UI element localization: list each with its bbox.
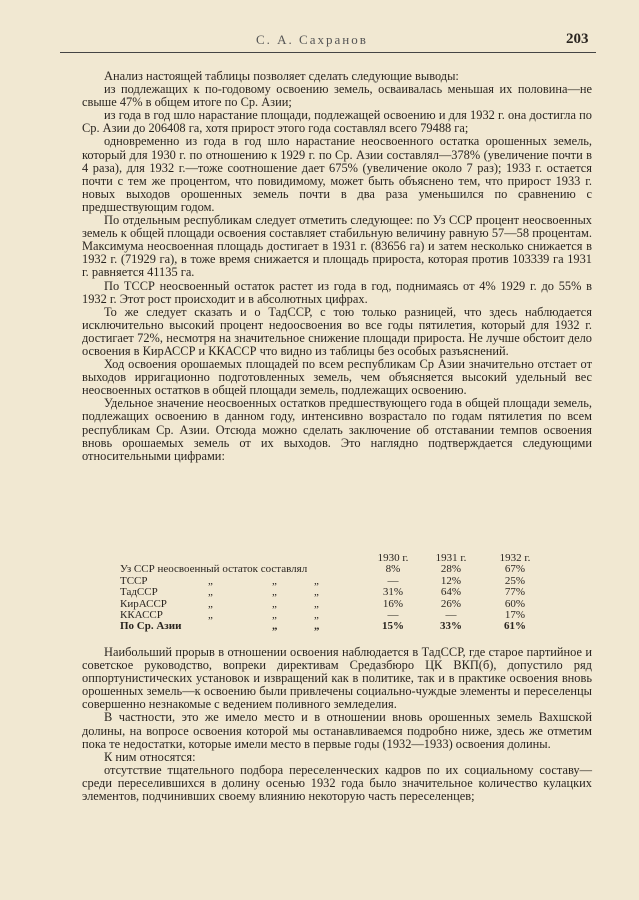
ditto-mark: „	[272, 586, 277, 599]
ditto-mark: „	[208, 597, 213, 610]
year-header: 1932 г.	[499, 552, 531, 564]
cell: 77%	[504, 586, 526, 599]
ditto-mark: „	[314, 620, 320, 633]
cell: 60%	[504, 597, 526, 610]
table-total-row	[82, 621, 592, 632]
ditto-mark: „	[314, 574, 319, 587]
cell: 64%	[440, 586, 462, 599]
cell: 31%	[382, 586, 404, 599]
page-header	[0, 32, 639, 50]
paragraph: Удельное значение неосвоенных остатков предшествующего года в общей площади земель, подлежащих освоению в данном году, интенсивно возрастало по годам пятилетия по всем республикам Ср. Азии. Отсюда можно сделать заключение об отставании темпов освоения вновь орошаемых земель от их выходов. Это наглядно подтверждается следующими относительными цифрами:	[82, 396, 592, 463]
ditto-mark: „	[314, 586, 319, 599]
row-label: ТадССР	[120, 586, 158, 599]
cell: 12%	[440, 574, 462, 587]
paragraph: Ход освоения орошаемых площадей по всем республикам Ср Азии значительно отстает от выходов ирригационно подготовленных земель, чем объясняется высокий удельный вес неосвоенных остатков в общей площади земель, подлежащих освоению.	[82, 357, 592, 398]
paragraph: По ТССР неосвоенный остаток растет из года в год, поднимаясь от 4% 1929 г. до 55% в 1932 г. Этот рост происходит и в абсолютных цифрах.	[82, 278, 592, 306]
ditto-mark: „	[272, 597, 277, 610]
body-text-continued	[82, 646, 592, 803]
ditto-mark: „	[314, 608, 319, 621]
header-rule	[60, 52, 596, 53]
cell: 61%	[504, 620, 526, 633]
percent-table	[82, 553, 592, 633]
year-header: 1931 г.	[435, 552, 467, 564]
cell: 17%	[504, 608, 526, 621]
body-text	[82, 70, 592, 463]
year-header: 1930 г.	[377, 552, 409, 564]
row-label: КирАССР	[120, 597, 167, 610]
paragraph: Анализ настоящей таблицы позволяет сделать следующие выводы:	[104, 69, 459, 83]
cell: —	[387, 608, 399, 621]
ditto-mark: „	[208, 586, 213, 599]
cell: 8%	[385, 563, 401, 576]
ditto-mark: „	[314, 597, 319, 610]
cell: 16%	[382, 597, 404, 610]
table-row	[82, 587, 592, 598]
cell: 26%	[440, 597, 462, 610]
paragraph: К ним относятся:	[104, 749, 196, 764]
cell: 67%	[504, 563, 526, 576]
running-head: С. А. Сахранов	[256, 32, 368, 47]
paragraph: Наибольший прорыв в отношении освоения наблюдается в ТадССР, где старое партийное и советское руководство, вопреки директивам Средазбюро ЦК ВКП(б), допустило ряд оппортунистических установок и извращений как в политике, так и в практике освоения вновь орошенных земель—к освоению были привлечены социально-чуждые элементы и переселенцы совершенно незнакомые с ведением поливного земледелия.	[82, 645, 592, 712]
row-label: ТССР	[120, 574, 148, 587]
row-label: ККАССР	[120, 608, 163, 621]
paragraph: одновременно из года в год шло нарастание неосвоенного остатка орошенных земель, который для 1930 г. по отношению к 1929 г. по Ср. Азии составлял—378% (увеличение почти в 4 раза), для 1932 г.—тоже соотношение дает 675% (увеличение около 7 раз); 1933 г. остается почти с тем же процентом, что повидимому, может быть объяснено тем, что прирост 1933 г. новых выходов орошенных земель почти в два раза уменьшился по сравнению с предшествующим годом.	[82, 134, 592, 214]
ditto-mark: „	[272, 608, 277, 621]
ditto-mark: „	[272, 620, 278, 633]
row-label: По Ср. Азии	[120, 620, 182, 633]
cell: —	[445, 608, 457, 621]
cell: 28%	[440, 563, 462, 576]
ditto-mark: „	[208, 608, 213, 621]
paragraph: То же следует сказать и о ТадССР, с тою только разницей, что здесь наблюдается исключительно высокий процент недоосвоения во все годы пятилетия, который для 1932 г. достигает 72%, несмотря на значительное снижение площади прироста. Не лучше обстоит дело освоения в КирАССР и ККАССР что видно из таблицы без особых разъяснений.	[82, 304, 592, 358]
paragraph: По отдельным республикам следует отметить следующее: по Уз ССР процент неосвоенных земель к общей площади освоения составляет стабильную величину равную 57—58 процентам. Максимума неосвоенная площадь достигает в 1931 г. (83656 га) и затем несколько снижается в 1932 г. (71929 га), в тоже время снижается и площадь прироста, которая против 103339 га 1931 г. равняется 41135 га.	[82, 213, 592, 280]
ditto-mark: „	[272, 574, 277, 587]
paragraph: из подлежащих к по-годовому освоению земель, осваивалась меньшая их половина—не свыше 47% в общем итоге по Ср. Азии;	[82, 82, 592, 110]
paragraph: отсутствие тщательного подбора переселенческих кадров по их социальному составу—среди переселившихся в долину осенью 1932 года было значительное количество кулацких элементов, подчинивших своему влиянию некоторую часть переселенцев;	[82, 762, 592, 804]
page-number: 203	[566, 31, 589, 47]
cell: 15%	[382, 620, 404, 633]
row-label: Уз ССР неосвоенный остаток составлял	[120, 563, 308, 576]
cell: —	[387, 574, 399, 587]
ditto-mark: „	[208, 574, 213, 587]
cell: 25%	[504, 574, 526, 587]
paragraph: В частности, это же имело место и в отношении вновь орошенных земель Вахшской долины, на вопросе освоения которой мы останавливаемся подробно ниже, здесь же отметим пока те недостатки, которые имели место в первые годы (1932—1933) освоения долины.	[82, 710, 592, 751]
paragraph: из года в год шло нарастание площади, подлежащей освоению и для 1932 г. она достигла по Ср. Азии до 206408 га, хотя прирост этого года составлял всего 79488 га;	[82, 108, 592, 136]
cell: 33%	[440, 620, 462, 633]
